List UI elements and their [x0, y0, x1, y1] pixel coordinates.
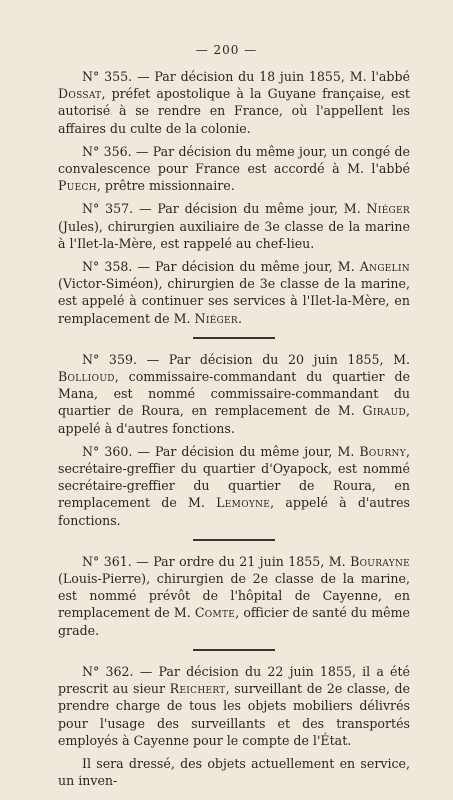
- entry-text: , appelé à d'autres fonctions.: [58, 495, 410, 528]
- continuation-paragraph: Il sera dressé, des objets actuellement en service, un inven-: [58, 755, 410, 789]
- entry-number: N° 360.: [82, 443, 133, 459]
- entry-text: (Jules), chirurgien auxiliaire de 3e classe de la marine à l'Ilet-la-Mère, est rappelé au chef-lieu.: [58, 218, 410, 251]
- entry-361: [58, 553, 410, 639]
- person-name: Niéger: [194, 310, 238, 326]
- person-name: Lemoyne: [216, 495, 271, 511]
- entry-text: , secrétaire-greffier du quartier d'Oyapock, est nommé secrétaire-greffier du quartier de Roura, en remplacement de M.: [58, 443, 410, 511]
- person-name: Dossat: [58, 86, 102, 102]
- entry-text: — Par décision du 22 juin 1855, il a été prescrit au sieur: [58, 663, 410, 697]
- person-name: Angelin: [359, 259, 410, 275]
- entry-number: N° 362.: [82, 663, 134, 679]
- entry-358: [58, 258, 410, 327]
- document-body: [58, 68, 410, 789]
- section-divider: [193, 337, 275, 339]
- entry-text: — Par décision du même jour, un congé de convalescence pour France est accordé à M. l'abbé: [58, 143, 410, 177]
- entry-355: [58, 68, 410, 137]
- person-name: Bourny: [359, 443, 406, 459]
- entry-number: N° 356.: [82, 143, 132, 159]
- section-divider: [193, 539, 275, 541]
- entry-text: — Par décision du même jour, M.: [133, 201, 367, 217]
- entry-362: [58, 663, 410, 749]
- person-name: Bollioud: [58, 369, 115, 385]
- entry-text: — Par décision du 20 juin 1855, M.: [136, 351, 410, 367]
- entry-357: [58, 200, 410, 252]
- entry-text: — Par décision du même jour, M.: [132, 443, 360, 459]
- person-name: Puech: [58, 178, 97, 194]
- entry-number: N° 355.: [82, 69, 133, 84]
- person-name: Bourayne: [350, 553, 410, 569]
- entry-359: [58, 351, 410, 437]
- person-name: Reichert: [169, 681, 226, 697]
- entry-number: N° 357.: [82, 201, 134, 217]
- entry-text: (Victor-Siméon), chirurgien de 3e classe de la marine, est appelé à continuer ses services à l'Ilet-la-Mère, en remplacement de M.: [58, 276, 410, 326]
- entry-text: (Louis-Pierre), chirurgien de 2e classe de la marine, est nommé prévôt de l'hôpital de Cayenne, en remplacement de M.: [58, 571, 410, 621]
- section-divider: [193, 649, 275, 651]
- entry-356: [58, 143, 410, 195]
- person-name: Giraud: [362, 403, 406, 419]
- entry-number: N° 358.: [82, 259, 133, 275]
- entry-text: — Par décision du 18 juin 1855, M. l'abbé: [132, 69, 410, 84]
- entry-text: , officier de santé du même grade.: [58, 605, 410, 638]
- entry-text: — Par ordre du 21 juin 1855, M.: [131, 553, 351, 569]
- entry-number: N° 361.: [82, 553, 132, 569]
- page-number-header: — 200 —: [195, 43, 258, 57]
- entry-text: , appelé à d'autres fonctions.: [58, 403, 410, 436]
- person-name: Comte: [194, 605, 236, 621]
- person-name: Niéger: [366, 201, 410, 217]
- entry-text: , surveillant de 2e classe, de prendre charge de tous les objets mobiliers délivrés pour l'usage des surveillants et des transportés employés à Cayenne pour le compte de l'État.: [58, 681, 410, 748]
- entry-text: , commissaire-commandant du quartier de Mana, est nommé commissaire-commandant du quartier de Roura, en remplacement de M.: [58, 369, 410, 419]
- entry-text: — Par décision du même jour, M.: [132, 259, 360, 275]
- entry-text: , préfet apostolique à la Guyane française, est autorisé à se rendre en France, où l'appellent les affaires du culte de la colonie.: [58, 86, 410, 136]
- entry-number: N° 359.: [82, 351, 137, 367]
- entry-text: , prêtre missionnaire.: [96, 178, 235, 194]
- entry-360: [58, 443, 410, 529]
- entry-text: .: [238, 310, 243, 326]
